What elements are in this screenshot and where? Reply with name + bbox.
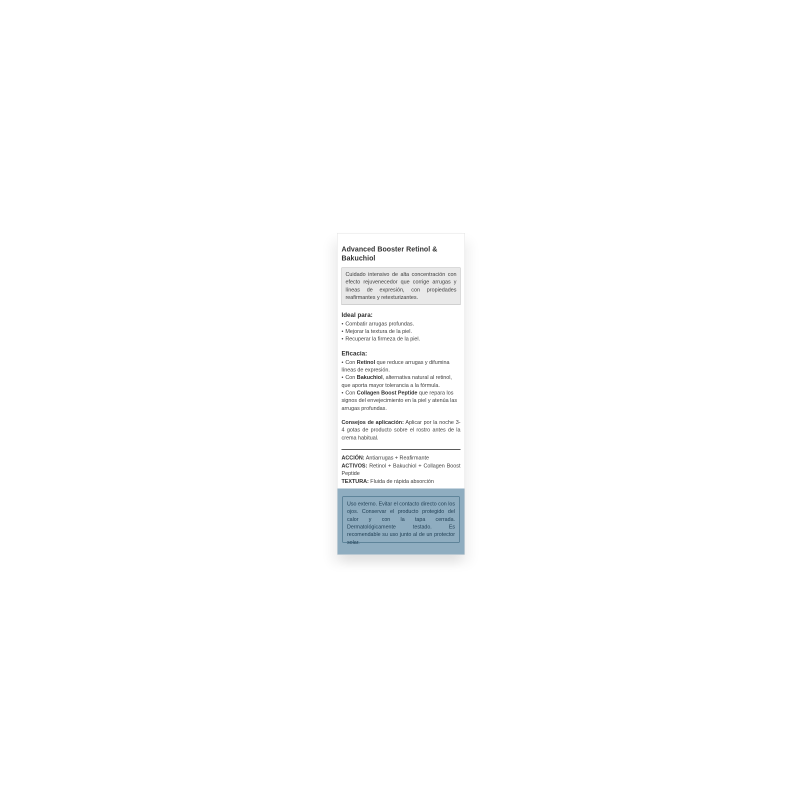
spec-textura-label: TEXTURA: bbox=[341, 478, 369, 485]
spec-activos-label: ACTIVOS: bbox=[341, 462, 368, 469]
description-box bbox=[342, 268, 461, 305]
application-tips-label: Consejos de aplicación: bbox=[341, 419, 404, 426]
list-item bbox=[342, 390, 461, 413]
spec-activos bbox=[342, 462, 461, 478]
specs-list bbox=[342, 455, 461, 486]
eficacia-bullet-3-post: que repara los signos del envejecimiento en la piel y atenúa las arrugas profundas. bbox=[341, 390, 458, 412]
spec-textura-value: Fluida de rápida absorción bbox=[368, 478, 434, 485]
warning-box bbox=[343, 497, 460, 546]
application-tips-text: Aplicar por la noche 3-4 gotas de producto sobre el rostro antes de la crema habitual. bbox=[341, 419, 461, 441]
eficacia-bullet-1-post: que reduce arrugas y difumina líneas de expresión. bbox=[341, 359, 450, 374]
list-item bbox=[342, 320, 461, 328]
ideal-para-heading: Ideal para: bbox=[341, 311, 373, 319]
list-item bbox=[342, 328, 461, 336]
bullet-icon: • bbox=[341, 336, 344, 343]
eficacia-heading: Eficacia: bbox=[341, 349, 368, 357]
eficacia-bullet-2-pre: Con bbox=[345, 374, 357, 381]
description-text: Cuidado intensivo de alta concentración con efecto rejuvenecedor que corrige arrugas y líneas de expresión, con propiedades reafirmantes y retexturizantes. bbox=[345, 271, 457, 301]
bullet-icon: • bbox=[341, 328, 344, 335]
panel-content bbox=[338, 234, 465, 486]
eficacia-list bbox=[342, 359, 461, 413]
list-item bbox=[342, 374, 461, 389]
ideal-para-list bbox=[342, 320, 461, 343]
eficacia-bullet-3-pre: Con bbox=[345, 390, 357, 397]
product-box-back-panel bbox=[337, 233, 465, 555]
ideal-para-bullet-1: Combatir arrugas profundas. bbox=[345, 320, 415, 327]
divider bbox=[342, 449, 461, 450]
eficacia-bullet-3-ingredient: Collagen Boost Peptide bbox=[356, 390, 418, 397]
eficacia-bullet-2-ingredient: Bakuchiol bbox=[356, 374, 383, 381]
warning-text: Uso externo. Evitar el contacto directo con los ojos. Conservar el producto protegido del calor y con la tapa cerrada. Dermatológicamente testado. Es recomendable su uso junto al de un protector solar. bbox=[347, 501, 455, 546]
eficacia-bullet-1-ingredient: Retinol bbox=[356, 359, 376, 366]
ideal-para-bullet-3: Recuperar la firmeza de la piel. bbox=[345, 336, 421, 343]
spec-activos-value: Retinol + Bakuchiol + Collagen Boost Peptide bbox=[341, 462, 461, 477]
bullet-icon: • bbox=[341, 359, 344, 366]
list-item bbox=[342, 336, 461, 344]
product-title: Advanced Booster Retinol & Bakuchiol bbox=[341, 245, 438, 263]
list-item bbox=[342, 359, 461, 374]
ideal-para-bullet-2: Mejorar la textura de la piel. bbox=[345, 328, 413, 335]
bullet-icon: • bbox=[341, 374, 344, 381]
application-tips bbox=[342, 419, 461, 442]
warning-band bbox=[338, 489, 465, 555]
spec-accion bbox=[342, 455, 461, 463]
eficacia-bullet-1-pre: Con bbox=[345, 359, 357, 366]
spec-accion-label: ACCIÓN: bbox=[341, 455, 365, 462]
spec-textura bbox=[342, 478, 461, 486]
bullet-icon: • bbox=[341, 390, 344, 397]
eficacia-bullet-2-post: , alternativa natural al retinol, que aporta mayor tolerancia a la fórmula. bbox=[341, 374, 452, 389]
bullet-icon: • bbox=[341, 320, 344, 327]
spec-accion-value: Antiarrugas + Reafirmante bbox=[364, 455, 429, 462]
